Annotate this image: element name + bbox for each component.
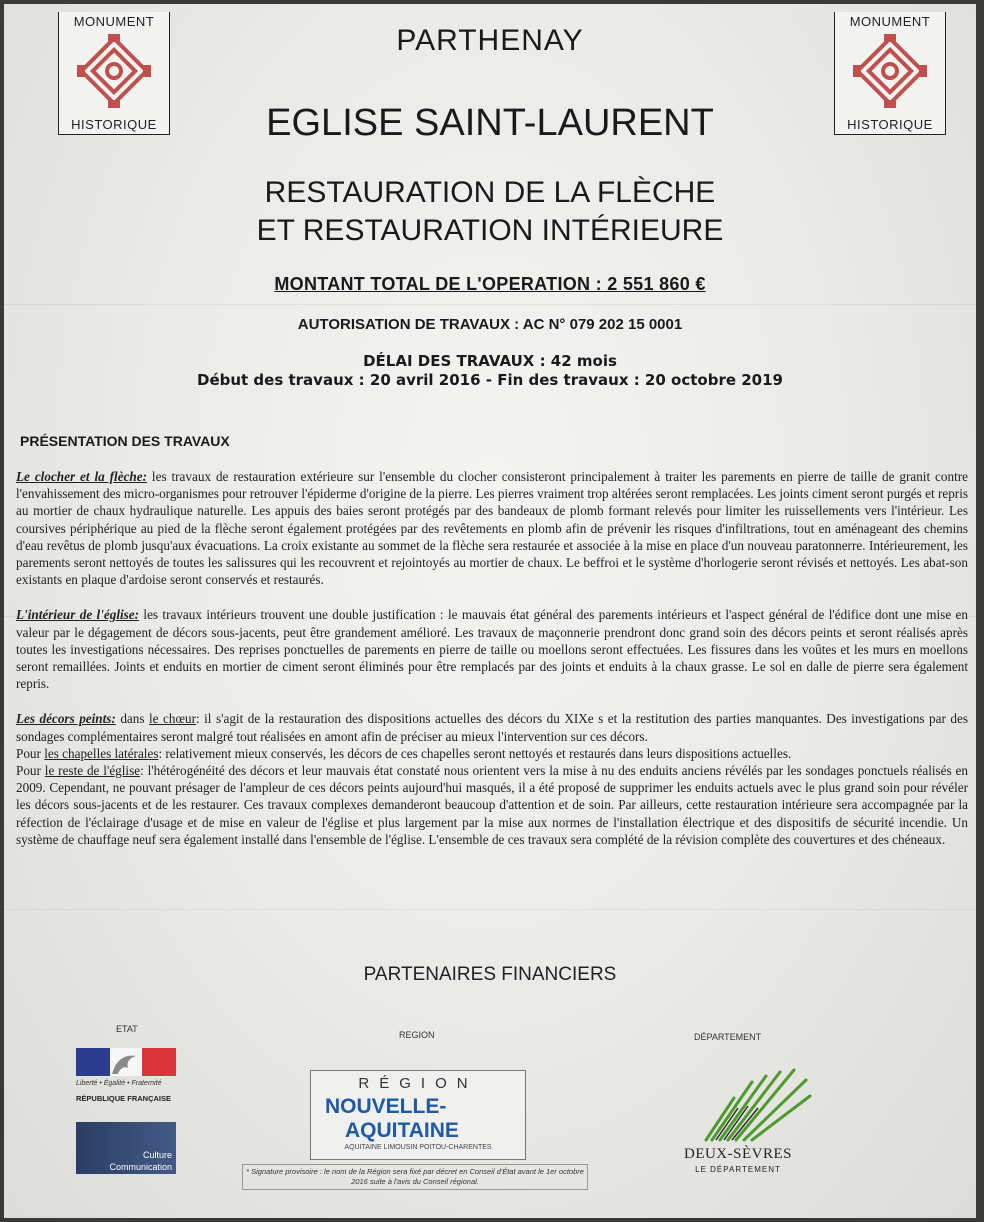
partners-title: PARTENAIRES FINANCIERS bbox=[363, 964, 617, 985]
logo-bottom-text: HISTORIQUE bbox=[847, 117, 933, 132]
work-duration: DÉLAI DES TRAVAUX : 42 mois bbox=[363, 352, 617, 370]
region-note: * Signature provisoire : le nom de la Région sera fixé par décret en Conseil d'État avant le 1er octobre 2016 suite à l'avis du Conseil régional. bbox=[242, 1164, 588, 1190]
rf-motto: Liberté • Égalité • Fraternité bbox=[76, 1080, 162, 1087]
paper-crease bbox=[4, 304, 976, 305]
flag-red-band bbox=[142, 1048, 176, 1076]
region-nouvelle-aquitaine-logo bbox=[310, 1070, 526, 1160]
paragraph-clocher bbox=[16, 468, 968, 588]
project-title-line1: RESTAURATION DE LA FLÈCHE bbox=[264, 176, 716, 209]
culture-line1: Culture bbox=[142, 1150, 172, 1160]
culture-line2: Communication bbox=[109, 1162, 172, 1172]
paragraph-interieur bbox=[16, 606, 968, 692]
paragraph-lead: Les décors peints: bbox=[16, 711, 116, 727]
underlined-term: le reste de l'église bbox=[44, 763, 141, 779]
deux-sevres-sub: LE DÉPARTEMENT bbox=[695, 1165, 781, 1174]
region-name2: AQUITAINE bbox=[345, 1119, 459, 1142]
city-title: PARTHENAY bbox=[396, 24, 584, 57]
underlined-term: le chœur bbox=[149, 711, 196, 727]
total-amount: MONTANT TOTAL DE L'OPERATION : 2 551 860 € bbox=[274, 274, 706, 294]
paragraph-text: les travaux intérieurs trouvent une double justification : le mauvais état général des parements intérieurs et l'aspect général de l'édifice dont une mise en valeur par le dégagement de décors sous-jacents, peut être grandement amélioré. Les travaux de maçonnerie prendront donc grand soin des décors peints et seront réalisés après toutes les investigations nécessaires. Des reprises ponctuelles de parements en pierre de taille ou moellons seront effectuées. Les fissures dans les voûtes et les murs en moellons seront remaillées. Joints et enduits en mortier de ciment seront éliminés pour être remplacés par des joints et enduits à la chaux grasse. Le sol en dalle de pierre sera également repris. bbox=[16, 607, 968, 692]
paragraph-text: Pour bbox=[16, 763, 45, 779]
work-authorisation: AUTORISATION DE TRAVAUX : AC N° 079 202 15 0001 bbox=[297, 316, 683, 333]
church-title: EGLISE SAINT-LAURENT bbox=[266, 102, 714, 144]
paragraph-text: : l'hétérogénéité des décors et leur mauvais état constaté nous orientent vers la mise à nu des enduits anciens révélés par les sondages ponctuels réalisés en 2009. Cependant, ne pouvant présager de l'ampleur de ces décors peints aujourd'hui masqués, il a été proposé de supprimer les enduits actuels avec le plus grand soin pour révéler les décors sous-jacents et de les restaurer. Ces travaux complexes demanderont beaucoup d'attention et de soin. Par ailleurs, cette restauration intérieure sera accompagnée par la réfection de l'éclairage d'usage et de mise en valeur de l'église et plus largement par la mise aux normes de l'installation électrique et des dispositifs de sécurité incendie. Un système de chauffage neuf sera également installé dans l'ensemble de l'église. L'ensemble de ces travaux sera complété de la révision complète des couvertures et des chéneaux. bbox=[16, 763, 968, 847]
presentation-title: PRÉSENTATION DES TRAVAUX bbox=[20, 433, 230, 449]
deux-sevres-grass-icon bbox=[694, 1062, 814, 1144]
region-sub: AQUITAINE LIMOUSIN POITOU-CHARENTES bbox=[344, 1144, 492, 1151]
marianne-icon bbox=[106, 1050, 146, 1076]
paragraph-decors bbox=[16, 710, 968, 848]
region-name1: NOUVELLE- bbox=[325, 1095, 447, 1118]
project-title-line2: ET RESTAURATION INTÉRIEURE bbox=[256, 214, 724, 247]
notice-sheet bbox=[4, 4, 976, 1218]
presentation-body bbox=[16, 468, 968, 866]
culture-communication-logo bbox=[76, 1122, 176, 1174]
logo-top-text: MONUMENT bbox=[73, 14, 155, 29]
region-label: REGION bbox=[399, 1030, 435, 1040]
paragraph-text: : il s'agit de la restauration des dispositions actuelles des décors du XIXe s et la restitution des parties manquantes. Des investigations par des sondages complémentaires seront malgré tout réalisées en amont afin de préciser au mieux l'intervention sur ces décors. bbox=[16, 711, 968, 744]
republique-francaise-logo bbox=[76, 1048, 176, 1108]
paragraph-text: les travaux de restauration extérieure sur l'ensemble du clocher consisteront principalement à traiter les parements en pierre de taille de granit contre l'envahissement des micro-organismes pour retrouver l'épiderme d'origine de la pierre. Les pierres vraiment trop altérées seront remplacées. Les joints ciment seront purgés et repris au mortier de chaux hydraulique naturelle. Les appuis des baies seront protégés par des bandeaux de plomb formant relevés pour limiter les ruissellements vers l'intérieur. Les coursives périphérique au pied de la flèche seront également protégées par des revêtements en plomb afin de prévenir les risques d'infiltrations, tout en aménageant des chemins d'eau revêtus de plomb jusqu'aux évacuations. La croix existante au sommet de la flèche sera restaurée et associée à la mise en place d'un nouveau paratonnerre. Intérieurement, les parements seront nettoyés de toutes les salissures qui les recouvrent et rejointoyés au mortier de chaux. Le beffroi et le système d'horlogerie seront révisés et nettoyés. Les abat-son existants en plaque d'ardoise seront conservés et restaurés. bbox=[16, 469, 968, 588]
paragraph-lead: Le clocher et la flèche: bbox=[16, 469, 147, 484]
paragraph-lead: L'intérieur de l'église: bbox=[16, 607, 140, 623]
logo-top-text: MONUMENT bbox=[849, 14, 931, 29]
paragraph-text: : relativement mieux conservés, les décors de ces chapelles seront nettoyés et restaurés dans leurs dispositions actuelles. bbox=[158, 745, 792, 761]
underlined-term: les chapelles latérales bbox=[44, 745, 159, 761]
project-title bbox=[4, 174, 976, 250]
paragraph-text: dans bbox=[115, 711, 149, 727]
work-schedule bbox=[4, 352, 976, 390]
departement-label: DÉPARTEMENT bbox=[694, 1032, 762, 1042]
etat-label: ETAT bbox=[116, 1024, 138, 1034]
region-word: RÉGION bbox=[358, 1075, 478, 1092]
rf-name: RÉPUBLIQUE FRANÇAISE bbox=[76, 1094, 172, 1103]
paper-crease bbox=[4, 909, 976, 910]
work-dates: Début des travaux : 20 avril 2016 - Fin des travaux : 20 octobre 2019 bbox=[197, 371, 783, 389]
deux-sevres-name: DEUX-SÈVRES bbox=[683, 1146, 792, 1162]
paragraph-text: Pour bbox=[16, 745, 45, 761]
flag-blue-band bbox=[76, 1048, 110, 1076]
logo-bottom-text: HISTORIQUE bbox=[71, 117, 157, 132]
